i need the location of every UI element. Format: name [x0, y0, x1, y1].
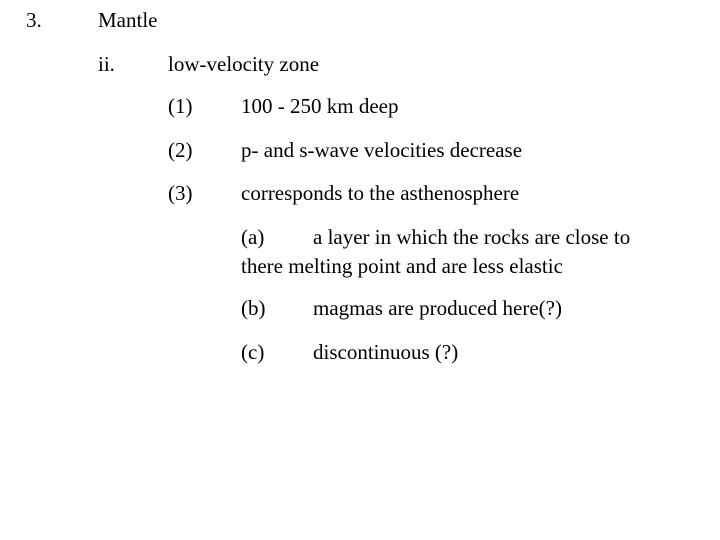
subpoint-text-a-line2: there melting point and are less elastic — [241, 254, 563, 278]
subpoint-marker-b: (b) — [241, 296, 266, 320]
heading-mantle: Mantle — [98, 8, 158, 32]
subheading-low-velocity-zone: low-velocity zone — [168, 52, 320, 76]
point-text-2: p- and s-wave velocities decrease — [241, 138, 523, 162]
point-marker-3: (3) — [168, 181, 193, 205]
subpoint-text-a-line1: a layer in which the rocks are close to — [313, 225, 631, 249]
subpoint-marker-c: (c) — [241, 340, 265, 364]
point-text-3: corresponds to the asthenosphere — [241, 181, 520, 205]
outline-marker-3: 3. — [26, 8, 42, 32]
subpoint-text-c: discontinuous (?) — [313, 340, 459, 364]
point-marker-2: (2) — [168, 138, 193, 162]
point-marker-1: (1) — [168, 94, 193, 118]
point-text-1: 100 - 250 km deep — [241, 94, 399, 118]
subpoint-marker-a: (a) — [241, 225, 265, 249]
outline-marker-ii: ii. — [98, 52, 115, 76]
subpoint-text-b: magmas are produced here(?) — [313, 296, 562, 320]
